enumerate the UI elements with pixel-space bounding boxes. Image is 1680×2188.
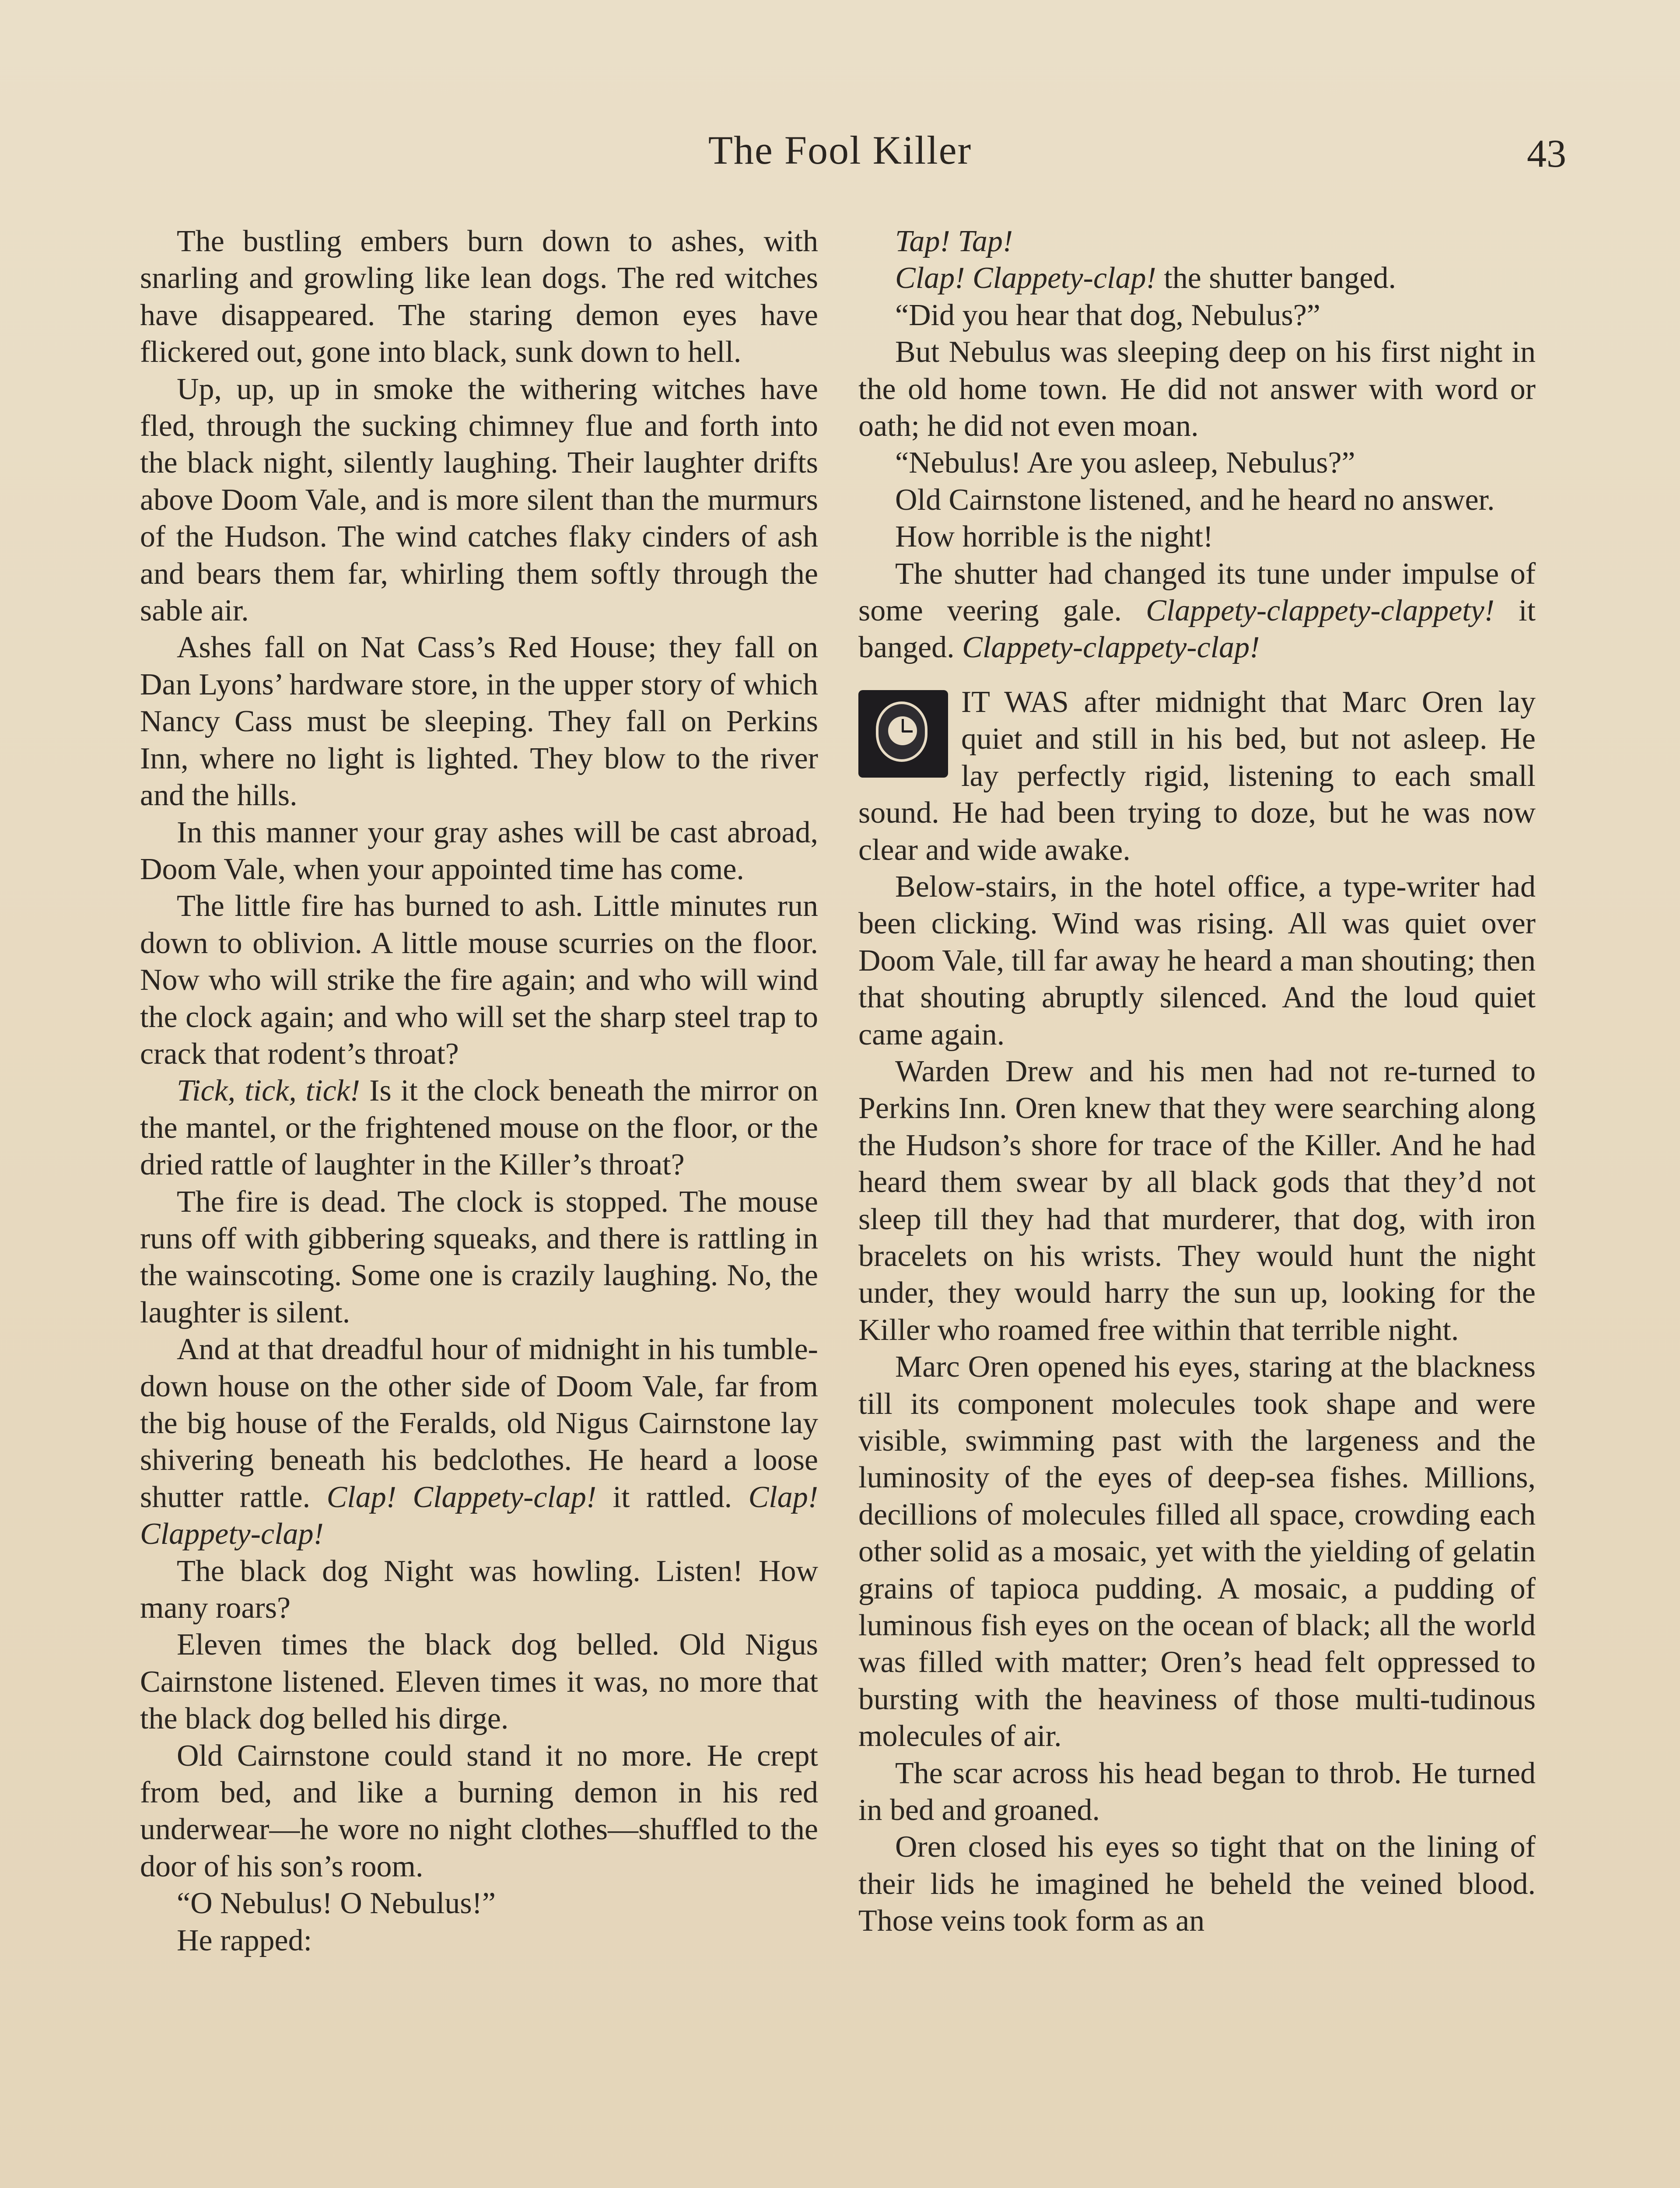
right_column-paragraph: Tap! Tap! xyxy=(895,224,1013,258)
right_column-paragraph: The shutter had changed its tune under impulse of some veering gale. Clappety-clappety-clappety! it banged. Clappety-clappety-clap! xyxy=(858,557,1536,665)
dropcap-paragraph xyxy=(858,684,1536,869)
left_column-paragraph: “O Nebulus! O Nebulus!” xyxy=(177,1886,496,1921)
left_column-paragraph: Ashes fall on Nat Cass’s Red House; they fall on Dan Lyons’ hardware store, in the upper story of which Nancy Cass must be sleeping. They fall on Perkins Inn, where no light is lighted. They blow to the river and the hills. xyxy=(140,631,818,813)
left_column-paragraph: Tick, tick, tick! Is it the clock beneath the mirror on the mantel, or the frightened mouse on the floor, or the dried rattle of laughter in the Killer’s throat? xyxy=(140,1074,818,1182)
left_column-paragraph: In this manner your gray ashes will be cast abroad, Doom Vale, when your appointed time has come. xyxy=(140,815,818,886)
right_column-paragraph: “Did you hear that dog, Nebulus?” xyxy=(895,298,1320,332)
left_column-paragraph: He rapped: xyxy=(177,1923,312,1957)
right_column-paragraph: Old Cairnstone listened, and he heard no answer. xyxy=(895,483,1495,517)
page-number: 43 xyxy=(1527,132,1566,175)
left_column-paragraph: The black dog Night was howling. Listen! How many roars? xyxy=(140,1554,818,1625)
right_column-paragraph: Clap! Clappety-clap! the shutter banged. xyxy=(895,261,1396,295)
left_column-paragraph: The little fire has burned to ash. Little minutes run down to oblivion. A little mouse scurries on the floor. Now who will strike the fire again; and who will wind the clock again; and who will set the sharp steel trap to crack that rodent’s throat? xyxy=(140,889,818,1071)
right_column_rest-paragraph: Oren closed his eyes so tight that on the lining of their lids he imagined he beheld the veined blood. Those veins took form as an xyxy=(858,1830,1536,1938)
right_column-paragraph: “Nebulus! Are you asleep, Nebulus?” xyxy=(895,446,1355,480)
right_column_rest-paragraph: The scar across his head began to throb. He turned in bed and groaned. xyxy=(858,1756,1536,1827)
right_column-paragraph: But Nebulus was sleeping deep on his first night in the old home town. He did not answer with word or oath; he did not even moan. xyxy=(858,335,1536,443)
right_column_rest-paragraph: Warden Drew and his men had not re-turned to Perkins Inn. Oren knew that they were searching along the Hudson’s shore for trace of the Killer. And he had heard them swear by all black gods that they’d not sleep till they had that murderer, that dog, with iron bracelets on his wrists. They would hunt the night under, they would harry the sun up, looking for the Killer who roamed free within that terrible night. xyxy=(858,1054,1536,1347)
dropcap-paragraph-text: IT WAS after midnight that Marc Oren lay quiet and still in his bed, but not asleep. He lay perfectly rigid, listening to each small sound. He had been trying to doze, but he was now clear and wide awake. xyxy=(858,685,1536,867)
right_column-paragraph: How horrible is the night! xyxy=(895,520,1214,554)
left_column-paragraph: The fire is dead. The clock is stopped. The mouse runs off with gibbering squeaks, and there is rattling in the wainscoting. Some one is crazily laughing. No, the laughter is silent. xyxy=(140,1185,818,1329)
left_column-paragraph: Eleven times the black dog belled. Old Nigus Cairnstone listened. Eleven times it was, no more that the black dog belled his dirge. xyxy=(140,1628,818,1736)
left_column-paragraph: The bustling embers burn down to ashes, with snarling and growling like lean dogs. The red witches have disappeared. The staring demon eyes have flickered out, gone into black, sunk down to hell. xyxy=(140,224,818,369)
right_column_rest-paragraph: Below-stairs, in the hotel office, a type-writer had been clicking. Wind was rising. All was quiet over Doom Vale, till far away he heard a man shouting; then that shouting abruptly silenced. And the loud quiet came again. xyxy=(858,870,1536,1052)
clock-icon xyxy=(858,690,948,778)
right-column xyxy=(858,223,1536,1940)
left_column-paragraph: Old Cairnstone could stand it no more. He crept from bed, and like a burning demon in his red underwear—he wore no night clothes—shuffled to the door of his son’s room. xyxy=(140,1739,818,1883)
left_column-paragraph: Up, up, up in smoke the withering witches have fled, through the sucking chimney flue and forth into the black night, silently laughing. Their laughter drifts above Doom Vale, and is more silent than the murmurs of the Hudson. The wind catches flaky cinders of ash and bears them far, whirling them softly through the sable air. xyxy=(140,372,818,628)
running-title: The Fool Killer xyxy=(708,128,972,172)
left_column-paragraph: And at that dreadful hour of midnight in his tumble-down house on the other side of Doom Vale, far from the big house of the Feralds, old Nigus Cairnstone lay shivering beneath his bedclothes. He heard a loose shutter rattle. Clap! Clappety-clap! it rattled. Clap! Clappety-clap! xyxy=(140,1332,819,1551)
left-column xyxy=(140,223,818,1959)
right_column_rest-paragraph: Marc Oren opened his eyes, staring at the blackness till its component molecules took shape and were visible, swimming past with the largeness and the luminosity of the eyes of deep-sea fishes. Millions, decillions of molecules filled all space, crowding each other solid as a mosaic, yet with the yielding of gelatin grains of tapioca pudding. A mosaic, a pudding of luminous fish eyes on the ocean of black; all the world was filled with matter; Oren’s head felt oppressed to bursting with the heaviness of those multi-tudinous molecules of air. xyxy=(858,1350,1536,1753)
